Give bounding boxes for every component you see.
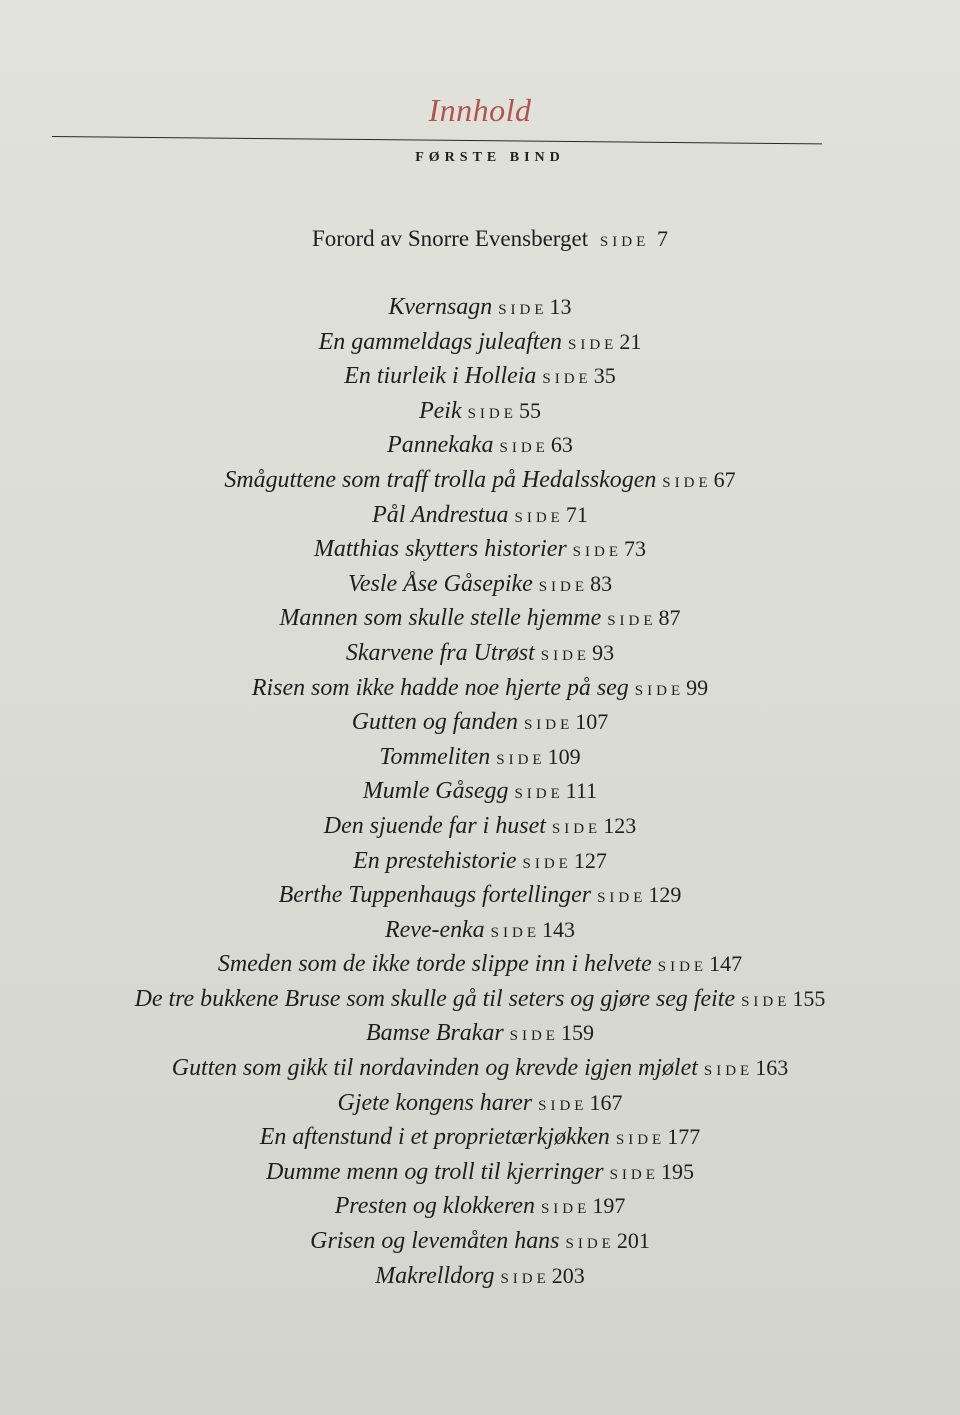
toc-entry xyxy=(0,567,960,602)
entry-page: 147 xyxy=(709,951,743,977)
contents-list xyxy=(0,290,960,1293)
toc-entry xyxy=(0,532,960,567)
side-label: SIDE xyxy=(597,890,647,907)
foreword-page: 7 xyxy=(657,226,668,251)
side-label: SIDE xyxy=(540,1201,591,1218)
side-label: SIDE xyxy=(741,993,791,1010)
entry-page: 127 xyxy=(573,847,607,873)
entry-title: Smeden som de ikke torde slippe inn i helvete xyxy=(217,951,652,978)
toc-entry xyxy=(0,1155,960,1190)
toc-entry xyxy=(0,1189,960,1224)
side-label: SIDE xyxy=(514,509,564,526)
entry-title: Dumme menn og troll til kjerringer xyxy=(266,1158,604,1185)
entry-page: 73 xyxy=(624,536,646,562)
entry-page: 35 xyxy=(593,363,616,389)
side-label: SIDE xyxy=(572,544,622,561)
toc-entry xyxy=(0,1224,960,1259)
entry-title: En tiurleik i Holleia xyxy=(344,363,537,390)
side-label: SIDE xyxy=(498,302,548,318)
entry-title: Makrelldorg xyxy=(375,1262,495,1289)
side-label: SIDE xyxy=(509,1028,559,1045)
entry-title: De tre bukkene Bruse som skulle gå til seters og gjøre seg feite xyxy=(134,985,736,1012)
entry-title: En aftenstund i et proprietærkjøkken xyxy=(259,1124,610,1151)
entry-page: 21 xyxy=(619,328,642,354)
side-label: SIDE xyxy=(662,474,712,491)
side-label: SIDE xyxy=(634,682,685,699)
entry-page: 87 xyxy=(658,605,681,631)
entry-title: Berthe Tuppenhaugs fortellinger xyxy=(278,882,592,909)
entry-page: 109 xyxy=(547,743,581,769)
side-label: SIDE xyxy=(703,1063,754,1080)
toc-entry xyxy=(0,809,960,844)
side-label: SIDE xyxy=(514,786,564,803)
entry-page: 93 xyxy=(592,639,615,665)
entry-title: Pål Andrestua xyxy=(372,501,509,528)
side-label: SIDE xyxy=(496,751,546,768)
side-label: SIDE xyxy=(500,1270,550,1287)
side-label: SIDE xyxy=(499,440,549,457)
entry-title: Grisen og levemåten hans xyxy=(310,1228,560,1255)
page-title: Innhold xyxy=(428,92,532,128)
side-label: SIDE xyxy=(615,1132,666,1149)
entry-page: 155 xyxy=(792,985,826,1011)
side-label: SIDE xyxy=(599,234,650,250)
toc-entry xyxy=(0,290,960,325)
side-label: SIDE xyxy=(565,1236,615,1253)
toc-entry xyxy=(0,1086,960,1121)
entry-title: Matthias skytters historier xyxy=(313,536,567,563)
side-label: SIDE xyxy=(467,405,517,422)
entry-page: 197 xyxy=(592,1193,626,1219)
entry-page: 107 xyxy=(575,709,609,735)
entry-title: Pannekaka xyxy=(387,432,494,459)
entry-title: En prestehistorie xyxy=(353,847,517,874)
entry-page: 71 xyxy=(565,501,588,527)
entry-title: Gutten som gikk til nordavinden og krevde igjen mjølet xyxy=(171,1055,698,1082)
entry-title: Mannen som skulle stelle hjemme xyxy=(279,605,602,632)
entry-title: Gutten og fanden xyxy=(351,709,518,736)
entry-page: 13 xyxy=(549,294,572,319)
toc-entry xyxy=(0,428,960,463)
entry-page: 177 xyxy=(667,1124,701,1150)
foreword-title: Forord av Snorre Evensberget xyxy=(312,226,589,251)
toc-entry xyxy=(0,705,960,740)
entry-title: Bamse Brakar xyxy=(366,1020,504,1047)
side-label: SIDE xyxy=(538,578,589,595)
toc-entry xyxy=(0,359,960,394)
entry-page: 159 xyxy=(560,1020,594,1046)
entry-page: 67 xyxy=(713,466,736,492)
entry-title: Presten og klokkeren xyxy=(334,1193,535,1220)
toc-entry xyxy=(0,1120,960,1155)
toc-entry xyxy=(0,1016,960,1051)
toc-entry xyxy=(0,774,960,809)
entry-page: 129 xyxy=(648,882,682,908)
entry-page: 201 xyxy=(616,1228,650,1254)
side-label: SIDE xyxy=(540,647,591,664)
entry-page: 143 xyxy=(542,916,575,942)
toc-entry xyxy=(0,913,960,948)
entry-page: 99 xyxy=(686,674,709,700)
toc-entry xyxy=(0,325,960,360)
entry-page: 63 xyxy=(550,432,573,458)
entry-title: Småguttene som traff trolla på Hedalsskogen xyxy=(224,466,657,493)
foreword-entry xyxy=(0,226,960,252)
toc-entry xyxy=(0,463,960,498)
entry-title: Tommeliten xyxy=(379,743,491,770)
toc-entry xyxy=(0,601,960,636)
side-label: SIDE xyxy=(607,613,657,630)
toc-entry xyxy=(0,844,960,879)
entry-title: Peik xyxy=(419,397,462,424)
side-label: SIDE xyxy=(523,717,574,734)
toc-entry xyxy=(0,1051,960,1086)
side-label: SIDE xyxy=(522,855,572,872)
entry-page: 167 xyxy=(589,1089,623,1115)
entry-page: 203 xyxy=(551,1262,585,1288)
entry-title: Risen som ikke hadde noe hjerte på seg xyxy=(251,674,629,701)
side-label: SIDE xyxy=(490,924,540,941)
toc-entry xyxy=(0,878,960,913)
volume-heading: FØRSTE BIND xyxy=(415,150,565,165)
entry-page: 111 xyxy=(565,778,598,804)
toc-entry xyxy=(0,740,960,775)
entry-title: En gammeldags juleaften xyxy=(318,328,562,355)
toc-entry xyxy=(0,947,960,982)
entry-title: Vesle Åse Gåsepike xyxy=(347,570,533,597)
entry-title: Gjete kongens harer xyxy=(337,1089,533,1116)
side-label: SIDE xyxy=(542,371,592,388)
entry-title: Reve-enka xyxy=(385,916,485,943)
toc-entry xyxy=(0,636,960,671)
side-label: SIDE xyxy=(567,336,618,353)
toc-entry xyxy=(0,1259,960,1294)
entry-title: Skarvene fra Utrøst xyxy=(345,639,535,666)
entry-title: Kvernsagn xyxy=(388,294,493,320)
toc-entry xyxy=(0,671,960,706)
toc-entry xyxy=(0,982,960,1017)
side-label: SIDE xyxy=(551,820,602,837)
side-label: SIDE xyxy=(538,1097,588,1114)
entry-title: Mumle Gåsegg xyxy=(362,778,509,805)
entry-title: Den sjuende far i huset xyxy=(323,812,546,839)
toc-entry xyxy=(0,498,960,533)
side-label: SIDE xyxy=(657,959,708,976)
entry-page: 55 xyxy=(518,397,541,423)
entry-page: 195 xyxy=(660,1158,694,1184)
entry-page: 83 xyxy=(590,570,613,596)
entry-page: 123 xyxy=(603,812,637,838)
title-rule xyxy=(52,136,822,144)
side-label: SIDE xyxy=(609,1166,659,1183)
entry-page: 163 xyxy=(755,1055,789,1081)
toc-entry xyxy=(0,394,960,429)
